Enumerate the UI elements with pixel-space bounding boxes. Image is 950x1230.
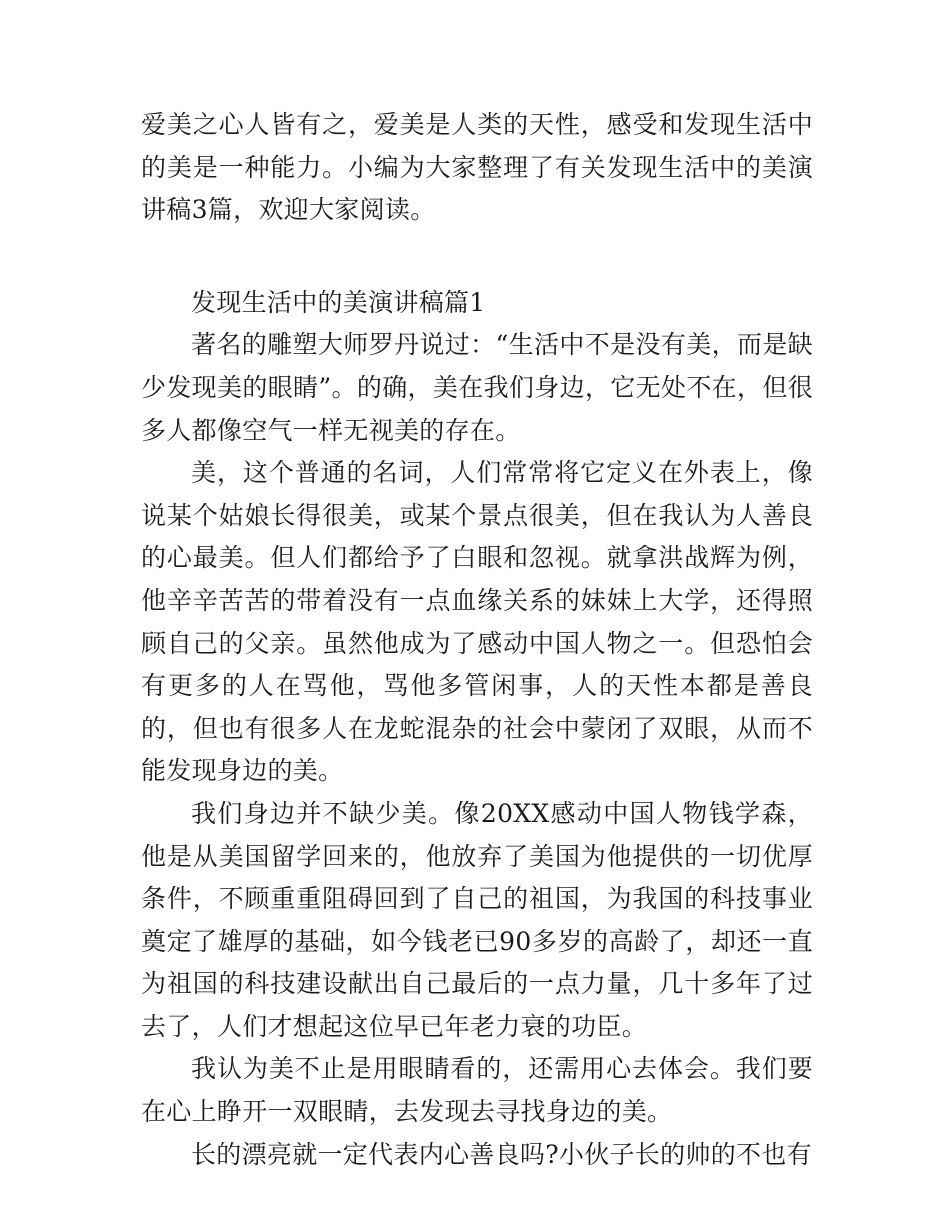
document-body [141,104,813,1176]
intro-paragraph: 爱美之心人皆有之，爱美是人类的天性，感受和发现生活中的美是一种能力。小编为大家整理了有关发现生活中的美演讲稿3篇，欢迎大家阅读。 [141,110,813,225]
body-paragraph-5: 长的漂亮就一定代表内心善良吗?小伙子长的帅的不也有 [191,1139,812,1169]
body-paragraph-2: 美，这个普通的名词，人们常常将它定义在外表上，像说某个姑娘长得很美，或某个景点很美，但在我认为人善良的心最美。但人们都给予了白眼和忽视。就拿洪战辉为例，他辛辛苦苦的带着没有一点血缘关系的妹妹上大学，还得照顾自己的父亲。虽然他成为了感动中国人物之一。但恐怕会有更多的人在骂他，骂他多管闲事，人的天性本都是善良的，但也有很多人在龙蛇混杂的社会中蒙闭了双眼，从而不能发现身边的美。 [141,458,813,786]
body-paragraph-3: 我们身边并不缺少美。像20XX感动中国人物钱学森，他是从美国留学回来的，他放弃了美国为他提供的一切优厚条件，不顾重重阻碍回到了自己的祖国，为我国的科技事业奠定了雄厚的基础，如今钱老已90多岁的高龄了，却还一直为祖国的科技建设献出自己最后的一点力量，几十多年了过去了，人们才想起这位早已年老力衰的功臣。 [141,798,813,1041]
body-paragraph-4: 我认为美不止是用眼睛看的，还需用心去体会。我们要在心上睁开一双眼睛，去发现去寻找身边的美。 [141,1054,813,1127]
body-paragraph-1: 著名的雕塑大师罗丹说过：“生活中不是没有美，而是缺少发现美的眼睛”。的确，美在我们身边，它无处不在，但很多人都像空气一样无视美的存在。 [141,330,813,445]
section-title: 发现生活中的美演讲稿篇1 [191,287,486,317]
